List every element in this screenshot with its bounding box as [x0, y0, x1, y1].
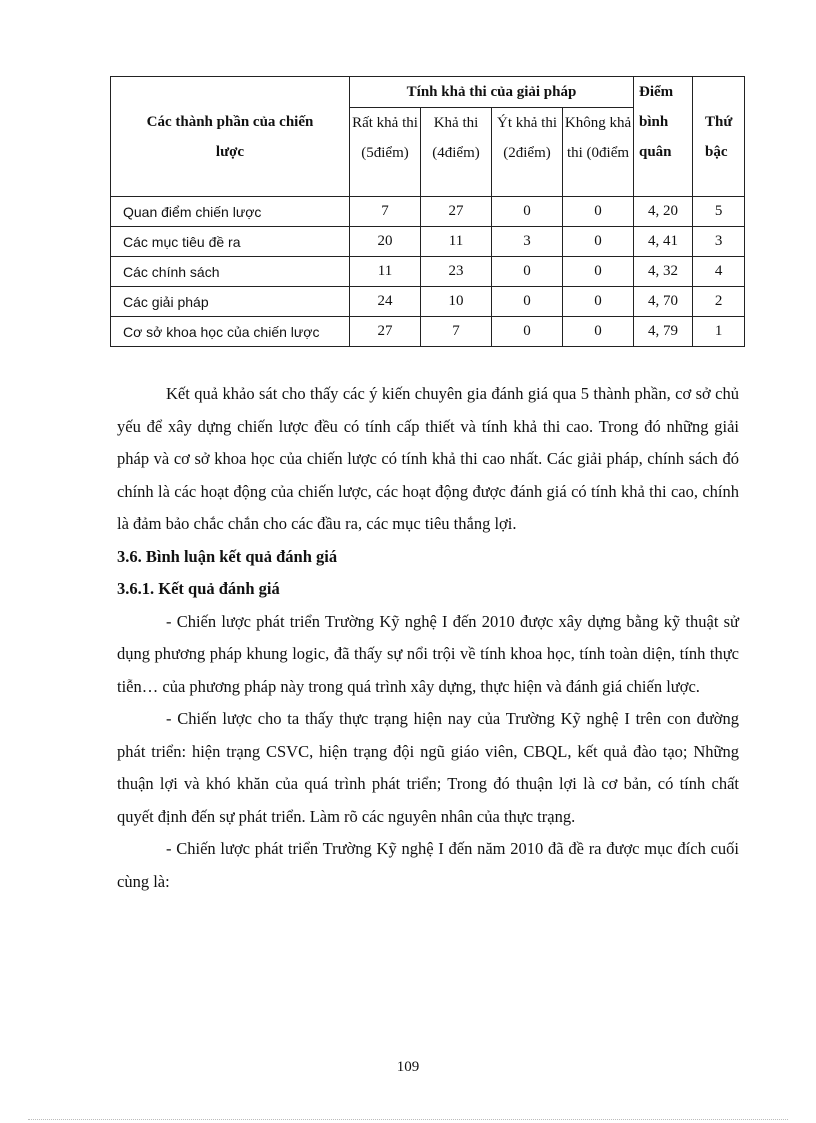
cell-2pt: 0 — [492, 317, 563, 347]
cell-average: 4, 79 — [634, 317, 693, 347]
cell-4pt: 23 — [421, 257, 492, 287]
cell-0pt: 0 — [563, 227, 634, 257]
cell-average: 4, 41 — [634, 227, 693, 257]
row-name: Các mục tiêu đề ra — [111, 227, 350, 257]
cell-average: 4, 20 — [634, 197, 693, 227]
cell-5pt: 20 — [350, 227, 421, 257]
cell-rank: 1 — [693, 317, 745, 347]
table-row — [111, 287, 745, 317]
cell-4pt: 10 — [421, 287, 492, 317]
cell-2pt: 0 — [492, 287, 563, 317]
table-row — [111, 317, 745, 347]
page-divider — [28, 1119, 788, 1120]
table-row — [111, 257, 745, 287]
cell-rank: 3 — [693, 227, 745, 257]
evaluation-point-2: - Chiến lược cho ta thấy thực trạng hiện nay của Trường Kỹ nghệ I trên con đường phát triển: hiện trạng CSVC, hiện trạng đội ngũ giáo viên, CBQL, kết quả đào tạo; Những thuận lợi và khó khăn của quá trình phát triển; Trong đó thuận lợi là cơ bản, có tính chất quyết định đến sự phát triển. Làm rõ các nguyên nhân của thực trạng. — [117, 709, 739, 826]
page-number: 109 — [396, 1059, 420, 1075]
evaluation-point-1: - Chiến lược phát triển Trường Kỹ nghệ I đến 2010 được xây dựng bằng kỹ thuật sử dụng phương pháp khung logic, đã thấy sự nổi trội về tính khoa học, tính toàn diện, tính thực tiễn… của phương pháp này trong quá trình xây dựng, thực hiện và đánh giá chiến lược. — [117, 611, 739, 696]
cell-0pt: 0 — [563, 257, 634, 287]
row-name: Các chính sách — [111, 257, 350, 287]
row-name: Quan điểm chiến lược — [111, 197, 350, 227]
cell-2pt: 3 — [492, 227, 563, 257]
header-feasibility: Tính khả thi của giải pháp — [350, 77, 634, 108]
document-body — [117, 378, 739, 898]
feasibility-table — [110, 76, 745, 347]
header-average: Điểm bình quân — [634, 77, 693, 197]
cell-4pt: 27 — [421, 197, 492, 227]
table-row — [111, 227, 745, 257]
cell-rank: 4 — [693, 257, 745, 287]
cell-average: 4, 70 — [634, 287, 693, 317]
row-name: Các giải pháp — [111, 287, 350, 317]
section-heading-3-6-1: 3.6.1. Kết quả đánh giá — [117, 579, 280, 598]
header-level-less-feasible: Ýt khả thi (2điểm) — [492, 108, 563, 197]
cell-2pt: 0 — [492, 257, 563, 287]
evaluation-point-3: - Chiến lược phát triển Trường Kỹ nghệ I đến năm 2010 đã đề ra được mục đích cuối cùng là: — [117, 839, 739, 891]
header-level-very-feasible: Rất khả thi (5điểm) — [350, 108, 421, 197]
cell-0pt: 0 — [563, 197, 634, 227]
cell-5pt: 11 — [350, 257, 421, 287]
header-components: Các thành phần của chiến lược — [111, 77, 350, 197]
cell-0pt: 0 — [563, 317, 634, 347]
cell-rank: 2 — [693, 287, 745, 317]
cell-5pt: 24 — [350, 287, 421, 317]
survey-result-paragraph: Kết quả khảo sát cho thấy các ý kiến chuyên gia đánh giá qua 5 thành phần, cơ sở chủ yếu để xây dựng chiến lược đều có tính cấp thiết và tính khả thi cao. Trong đó những giải pháp và cơ sở khoa học của chiến lược có tính khả thi cao nhất. Các giải pháp, chính sách đó chính là các hoạt động của chiến lược, các hoạt động được đánh giá có tính khả thi cao, chính là đảm bảo chắc chắn cho các đầu ra, các mục tiêu thắng lợi. — [117, 384, 739, 533]
section-heading-3-6: 3.6. Bình luận kết quả đánh giá — [117, 546, 338, 566]
cell-2pt: 0 — [492, 197, 563, 227]
cell-average: 4, 32 — [634, 257, 693, 287]
cell-4pt: 11 — [421, 227, 492, 257]
table-row — [111, 197, 745, 227]
header-rank: Thứ bậc — [693, 77, 745, 197]
cell-rank: 5 — [693, 197, 745, 227]
row-name: Cơ sở khoa học của chiến lược — [111, 317, 350, 347]
cell-0pt: 0 — [563, 287, 634, 317]
header-level-not-feasible: Không khả thi (0điểm — [563, 108, 634, 197]
cell-5pt: 7 — [350, 197, 421, 227]
header-level-feasible: Khả thi (4điểm) — [421, 108, 492, 197]
cell-4pt: 7 — [421, 317, 492, 347]
cell-5pt: 27 — [350, 317, 421, 347]
